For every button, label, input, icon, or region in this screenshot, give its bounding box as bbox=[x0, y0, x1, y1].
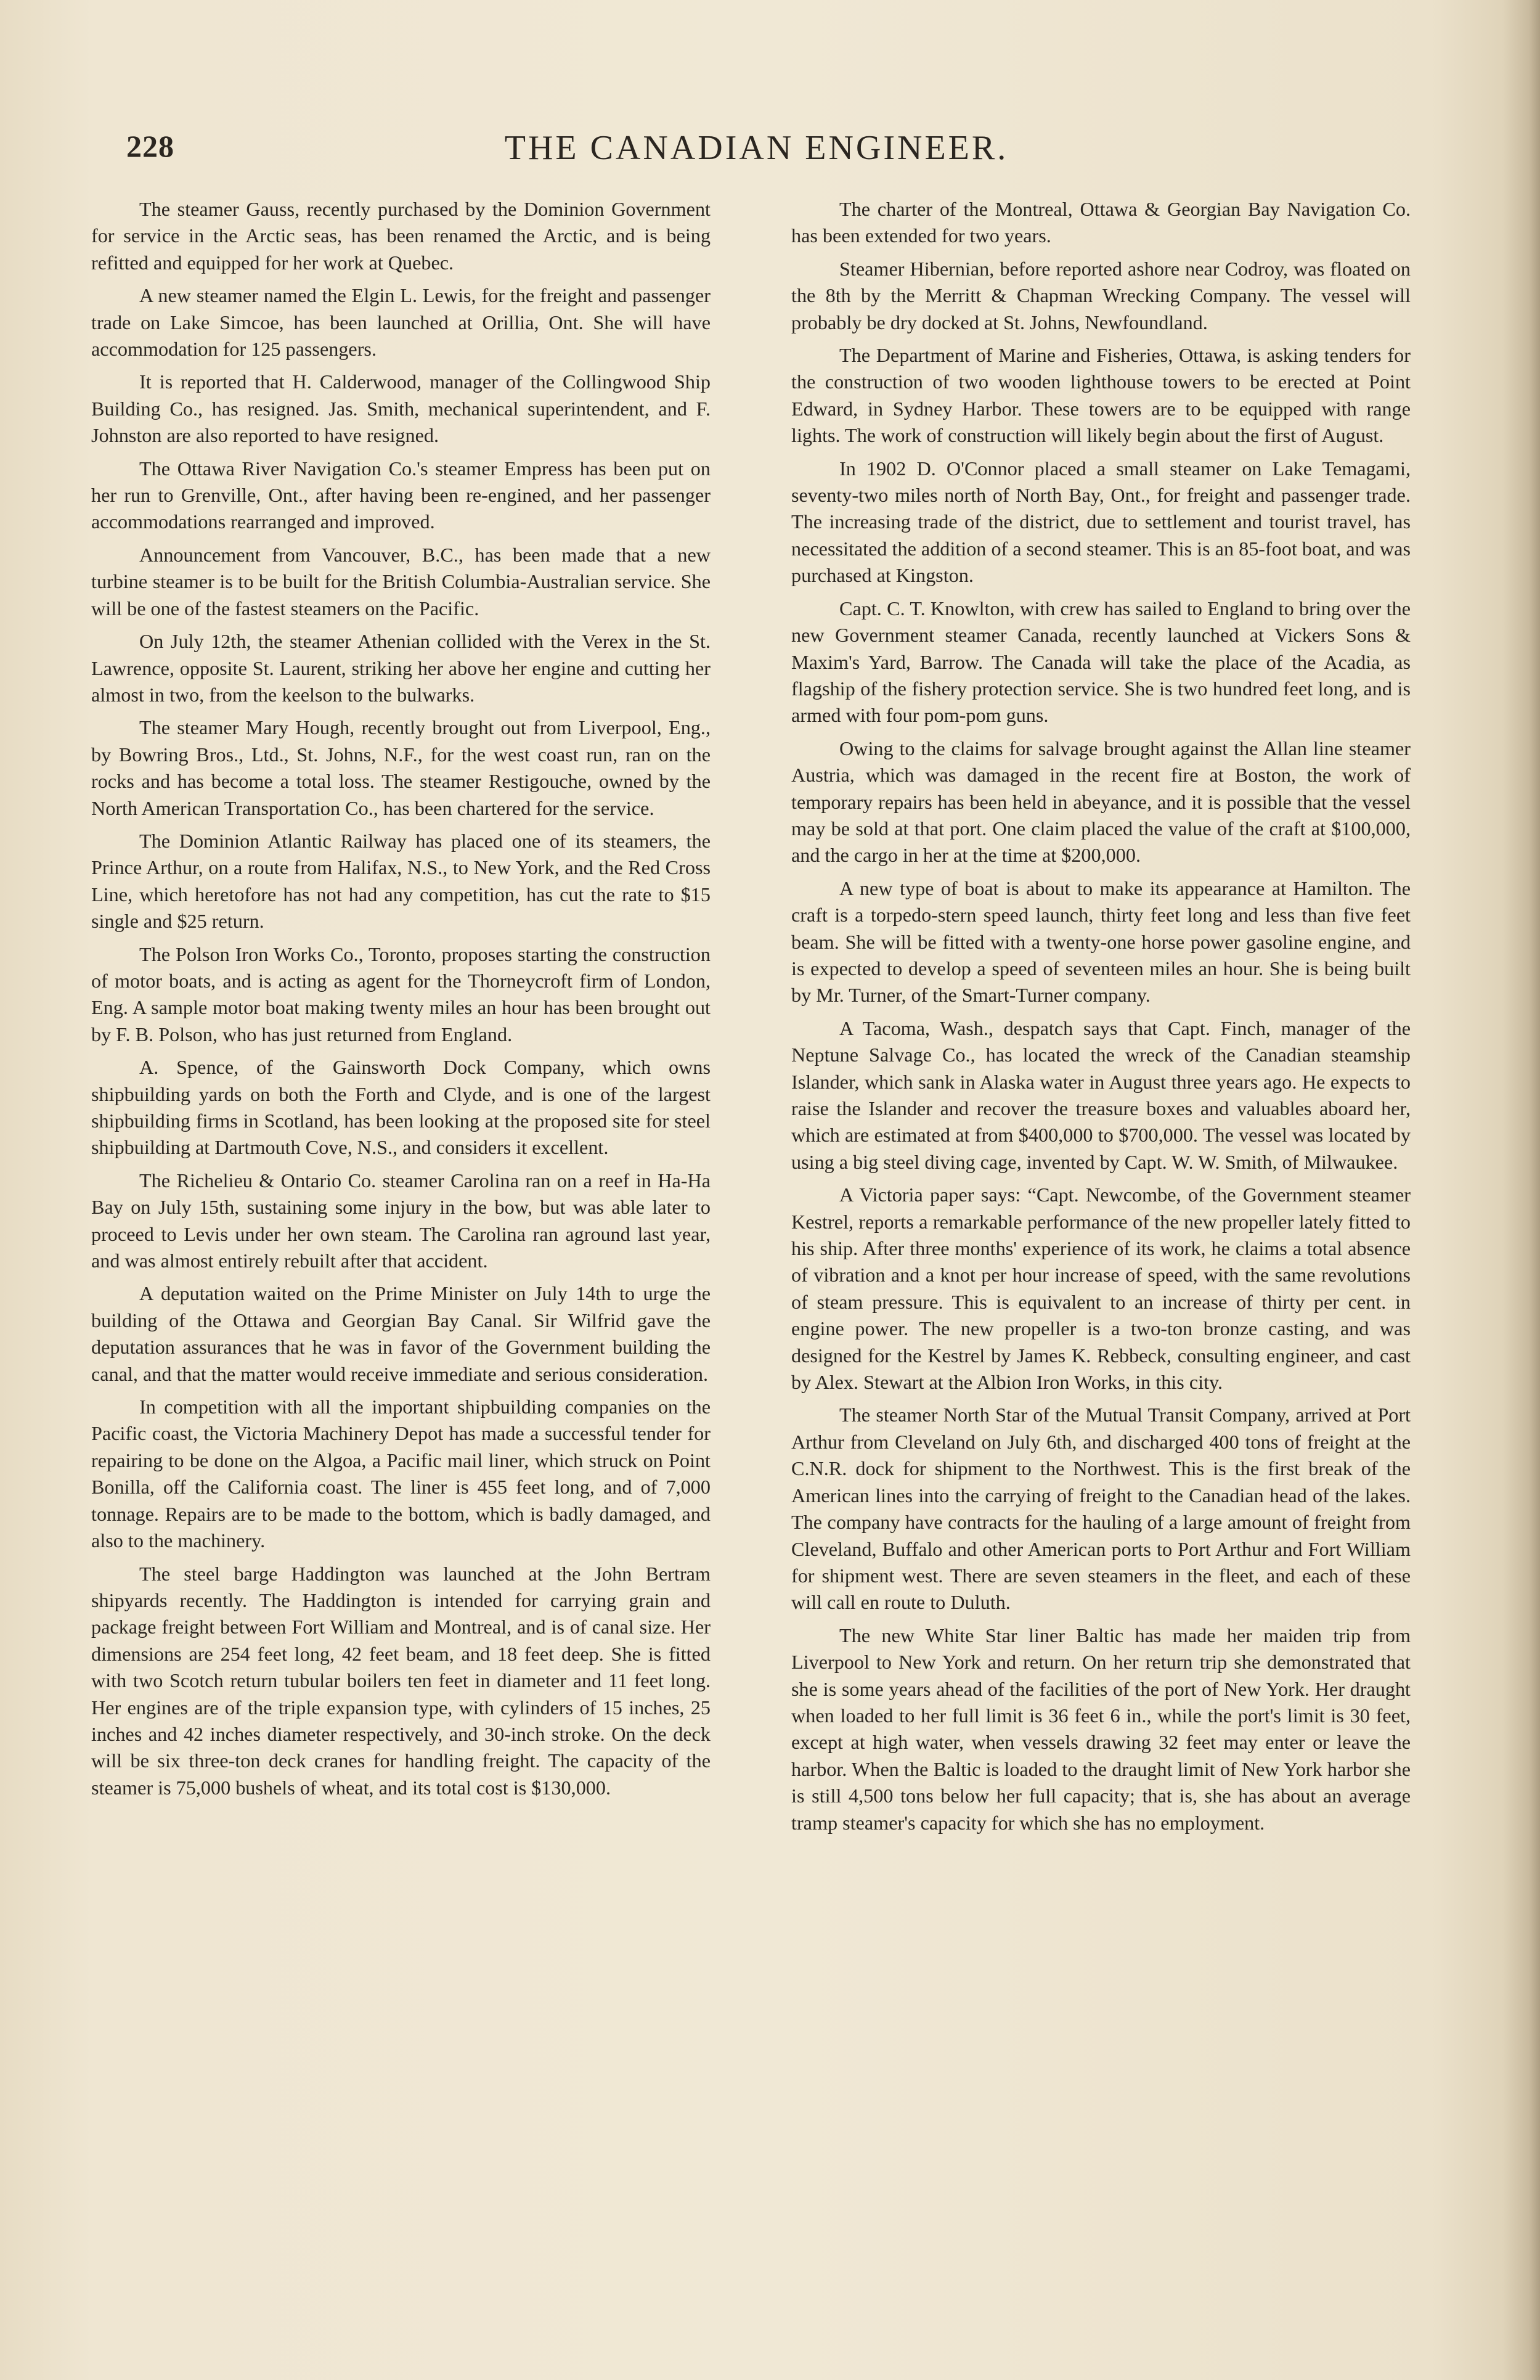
paragraph: On July 12th, the steamer Athenian collided with the Verex in the St. Lawrence, opposite St. Laurent, striking her above her engine and cutting her almost in two, from the keelson to the bulwarks. bbox=[91, 630, 711, 706]
paragraph: The Dominion Atlantic Railway has placed one of its steamers, the Prince Arthur, on a route from Halifax, N.S., to New York, and the Red Cross Line, which heretofore has not had any competition, has cut the rate to $15 single and $25 return. bbox=[91, 829, 711, 933]
paragraph: A new type of boat is about to make its appearance at Hamilton. The craft is a torpedo-stern speed launch, thirty feet long and less than five feet beam. She will be fitted with a twenty-one horse power gasoline engine, and is expected to develop a speed of seventeen miles an hour. She is being built by Mr. Turner, of the Smart-Turner company. bbox=[791, 877, 1411, 1007]
paragraph: The steel barge Haddington was launched at the John Bertram shipyards recently. The Haddington is intended for carrying grain and package freight between Fort William and Montreal, and is of canal size. Her dimensions are 254 feet long, 42 feet beam, and 18 feet deep. She is fitted with two Scotch return tubular boilers ten feet in diameter and 11 feet long. Her engines are of the triple expansion type, with cylinders of 15 inches, 25 inches and 42 inches diameter respectively, and 30-inch stroke. On the deck will be six three-ton deck cranes for handling freight. The capacity of the steamer is 75,000 bushels of wheat, and its total cost is $130,000. bbox=[91, 1562, 711, 1799]
paragraph: Steamer Hibernian, before reported ashore near Codroy, was floated on the 8th by the Merritt & Chapman Wrecking Company. The vessel will probably be dry docked at St. Johns, Newfoundland. bbox=[791, 257, 1411, 333]
paragraph: The Department of Marine and Fisheries, Ottawa, is asking tenders for the construction of two wooden lighthouse towers to be erected at Point Edward, in Sydney Harbor. These towers are to be equipped with range lights. The work of construction will likely begin about the first of August. bbox=[791, 344, 1411, 447]
paragraph: Announcement from Vancouver, B.C., has been made that a new turbine steamer is to be built for the British Columbia-Australian service. She will be one of the fastest steamers on the Pacific. bbox=[91, 543, 711, 620]
page-edge-shadow bbox=[1503, 0, 1540, 2380]
paragraph: The new White Star liner Baltic has made her maiden trip from Liverpool to New York and return. On her return trip she demonstrated that she is some years ahead of the facilities of the port of New York. Her draught when loaded to her full limit is 36 feet 6 in., while the port's limit is 30 feet, except at high water, when vessels drawing 32 feet may enter or leave the harbor. When the Baltic is loaded to the draught limit of New York harbor she is still 4,500 tons below her full capacity; that is, she has about an average tramp steamer's capacity for which she has no employment. bbox=[791, 1624, 1411, 1834]
paragraph: In competition with all the important shipbuilding companies on the Pacific coast, the Victoria Machinery Depot has made a successful tender for repairing to be done on the Algoa, a Pacific mail liner, which struck on Point Bonilla, off the California coast. The liner is 455 feet long, and of 7,000 tonnage. Repairs are to be made to the bottom, which is badly damaged, and also to the machinery. bbox=[91, 1396, 711, 1552]
page-header bbox=[126, 128, 1387, 178]
paragraph: The Ottawa River Navigation Co.'s steamer Empress has been put on her run to Grenville, Ont., after having been re-engined, and her passenger accommodations rearranged and improved. bbox=[91, 457, 711, 533]
paragraph: A Tacoma, Wash., despatch says that Capt. Finch, manager of the Neptune Salvage Co., has located the wreck of the Canadian steamship Islander, which sank in Alaska water in August three years ago. He expects to raise the Islander and recover the treasure boxes and valuables aboard her, which are estimated at from $400,000 to $700,000. The vessel was located by using a big steel diving cage, invented by Capt. W. W. Smith, of Milwaukee. bbox=[791, 1016, 1411, 1173]
paragraph: A deputation waited on the Prime Minister on July 14th to urge the building of the Ottawa and Georgian Bay Canal. Sir Wilfrid gave the deputation assurances that he was in favor of the Government building the canal, and that the matter would receive immediate and serious consideration. bbox=[91, 1282, 711, 1385]
paragraph: A. Spence, of the Gainsworth Dock Company, which owns shipbuilding yards on both the Forth and Clyde, and is one of the largest shipbuilding firms in Scotland, has been looking at the proposed site for steel shipbuilding at Dartmouth Cove, N.S., and considers it excellent. bbox=[91, 1056, 711, 1159]
paragraph: A new steamer named the Elgin L. Lewis, for the freight and passenger trade on Lake Simcoe, has been launched at Orillia, Ont. She will have accommodation for 125 passengers. bbox=[91, 284, 711, 361]
paragraph: Capt. C. T. Knowlton, with crew has sailed to England to bring over the new Government steamer Canada, recently launched at Vickers Sons & Maxim's Yard, Barrow. The Canada will take the place of the Acadia, as flagship of the fishery protection service. She is two hundred feet long, and is armed with four pom-pom guns. bbox=[791, 597, 1411, 727]
paragraph: The steamer Gauss, recently purchased by the Dominion Government for service in the Arctic seas, has been renamed the Arctic, and is being refitted and equipped for her work at Quebec. bbox=[91, 198, 711, 274]
paragraph: It is reported that H. Calderwood, manager of the Collingwood Ship Building Co., has resigned. Jas. Smith, mechanical superintendent, and F. Johnston are also reported to have resigned. bbox=[91, 370, 711, 447]
paragraph: A Victoria paper says: “Capt. Newcombe, of the Government steamer Kestrel, reports a remarkable performance of the new propeller lately fitted to his ship. After three months' experience of its work, he claims a total absence of vibration and a knot per hour increase of speed, with the same revolutions of steam pressure. This is equivalent to an increase of thirty per cent. in engine power. The new propeller is a two-ton bronze casting, and was designed for the Kestrel by James K. Rebbeck, consulting engineer, and cast by Alex. Stewart at the Albion Iron Works, in this city. bbox=[791, 1184, 1411, 1394]
paragraph: The Polson Iron Works Co., Toronto, proposes starting the construction of motor boats, and is acting as agent for the Thorneycroft firm of London, Eng. A sample motor boat making twenty miles an hour has been brought out by F. B. Polson, who has just returned from England. bbox=[91, 943, 711, 1045]
paragraph: The steamer North Star of the Mutual Transit Company, arrived at Port Arthur from Cleveland on July 6th, and discharged 400 tons of freight at the C.N.R. dock for shipment to the Northwest. This is the first break of the American lines into the carrying of freight to the Canadian head of the lakes. The company have contracts for the hauling of a large amount of freight from Cleveland, Buffalo and other American ports to Port Arthur and Fort William for shipment west. There are seven steamers in the fleet, and each of these will call en route to Duluth. bbox=[791, 1404, 1411, 1614]
left-column bbox=[91, 196, 711, 1807]
page-number: 228 bbox=[126, 129, 174, 163]
right-column bbox=[791, 196, 1411, 1842]
paragraph: The charter of the Montreal, Ottawa & Georgian Bay Navigation Co. has been extended for two years. bbox=[791, 198, 1411, 247]
paragraph: The Richelieu & Ontario Co. steamer Carolina ran on a reef in Ha-Ha Bay on July 15th, sustaining some injury in the bow, but was able later to proceed to Levis under her own steam. The Carolina ran aground last year, and was almost entirely rebuilt after that accident. bbox=[91, 1169, 711, 1272]
paragraph: In 1902 D. O'Connor placed a small steamer on Lake Temagami, seventy-two miles north of North Bay, Ont., for freight and passenger trade. The increasing trade of the district, due to settlement and tourist travel, has necessitated the addition of a second steamer. This is an 85-foot boat, and was purchased at Kingston. bbox=[791, 457, 1411, 587]
paragraph: The steamer Mary Hough, recently brought out from Liverpool, Eng., by Bowring Bros., Ltd., St. Johns, N.F., for the west coast run, ran on the rocks and has become a total loss. The steamer Restigouche, owned by the North American Transportation Co., has been chartered for the service. bbox=[91, 716, 711, 819]
running-title: THE CANADIAN ENGINEER. bbox=[504, 129, 1009, 167]
paragraph: Owing to the claims for salvage brought against the Allan line steamer Austria, which was damaged in the recent fire at Boston, the work of temporary repairs has been held in abeyance, and it is possible that the vessel may be sold at that port. One claim placed the value of the craft at $100,000, and the cargo in her at the time at $200,000. bbox=[791, 737, 1411, 867]
